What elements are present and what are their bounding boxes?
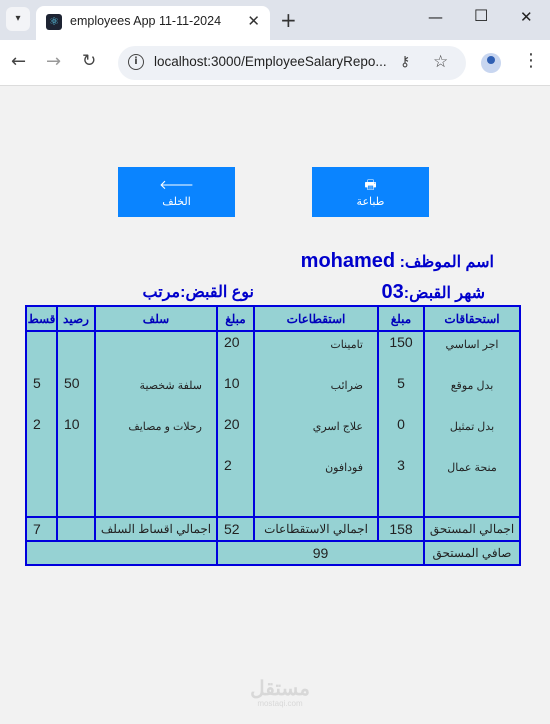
month-value: 03 <box>381 281 404 303</box>
month-label: شهر القبض: <box>403 285 485 302</box>
salary-report-table <box>25 305 521 566</box>
list-item <box>27 332 56 373</box>
type-value: مرتب <box>142 284 181 301</box>
browser-tab[interactable] <box>36 6 270 40</box>
col-installment: قسط <box>26 306 57 331</box>
forward-icon[interactable]: → <box>46 51 62 72</box>
col-entitlements: استحقاقات <box>424 306 520 331</box>
net-empty <box>26 541 217 565</box>
list-item: بدل موقع <box>450 380 494 392</box>
maximize-icon[interactable]: ☐ <box>474 6 489 25</box>
list-item <box>58 332 94 373</box>
minimize-icon[interactable]: — <box>428 8 443 26</box>
deduction-amounts-cell <box>217 331 254 517</box>
site-info-icon[interactable]: i <box>128 54 144 70</box>
list-item: تامينات <box>330 339 363 351</box>
list-item: 50 <box>64 375 80 391</box>
net-value: 99 <box>217 541 424 565</box>
list-item: 150 <box>389 334 413 350</box>
watermark-arabic: مستقل <box>250 678 310 700</box>
react-favicon-icon: ⚛ <box>46 14 62 30</box>
deductions-cell <box>254 331 378 517</box>
back-button[interactable] <box>118 167 235 217</box>
table-header-row <box>26 306 520 331</box>
arrow-left-icon: 🡐 <box>159 177 194 192</box>
advances-cell <box>95 331 217 517</box>
list-item: علاج اسري <box>312 421 363 433</box>
list-item: 3 <box>397 457 405 473</box>
entitlement-amounts-cell <box>378 331 424 517</box>
key-icon[interactable]: ⚷ <box>400 54 411 70</box>
list-item: 0 <box>397 416 405 432</box>
list-item: 20 <box>224 416 240 432</box>
back-label: الخلف <box>162 196 191 208</box>
print-label: طباعة <box>356 196 385 208</box>
tab-strip <box>0 0 550 40</box>
watermark-logo <box>240 676 320 708</box>
address-bar[interactable] <box>118 46 466 80</box>
total-installments-value: 7 <box>26 517 57 541</box>
list-item: 10 <box>64 416 80 432</box>
tab-search-icon[interactable]: ▾ <box>6 7 30 31</box>
list-item: 10 <box>224 375 240 391</box>
profile-icon[interactable] <box>481 53 501 73</box>
list-item: اجر اساسي <box>445 339 499 351</box>
list-item: فودافون <box>325 462 363 474</box>
list-item: 5 <box>397 375 405 391</box>
type-label: نوع القبض: <box>180 284 254 301</box>
col-deduction-amount: مبلغ <box>217 306 254 331</box>
total-advances-label: اجمالي اقساط السلف <box>95 517 217 541</box>
reload-icon[interactable]: ↻ <box>82 51 97 71</box>
list-item: 20 <box>224 334 240 350</box>
printer-icon: 🖶 <box>364 177 377 192</box>
total-deductions-label: اجمالي الاستقطاعات <box>254 517 378 541</box>
close-icon[interactable]: ✕ <box>247 12 260 30</box>
balances-cell <box>57 331 95 517</box>
watermark-latin: mostaqi.com <box>257 699 303 708</box>
employee-label: اسم الموظف: <box>399 254 494 271</box>
net-row <box>26 541 520 565</box>
list-item: 2 <box>224 457 232 473</box>
col-balance: رصيد <box>57 306 95 331</box>
list-item: منحة عمال <box>447 462 497 474</box>
total-deductions-value: 52 <box>217 517 254 541</box>
col-entitlement-amount: مبلغ <box>378 306 424 331</box>
total-entitlements-value: 158 <box>378 517 424 541</box>
employee-name: mohamed <box>300 250 396 272</box>
list-item: ضرائب <box>330 380 363 392</box>
employee-name-line <box>301 250 494 273</box>
star-icon[interactable]: ☆ <box>433 52 449 72</box>
list-item: بدل تمثيل <box>449 421 495 433</box>
menu-icon[interactable]: ⋮ <box>522 50 540 71</box>
close-window-icon[interactable]: ✕ <box>520 8 533 26</box>
total-entitlements-label: اجمالي المستحق <box>424 517 520 541</box>
list-item: 5 <box>33 375 41 391</box>
col-deductions: استقطاعات <box>254 306 378 331</box>
installments-cell <box>26 331 57 517</box>
payment-type-line <box>143 282 254 302</box>
net-label: صافي المستحق <box>424 541 520 565</box>
list-item: رحلات و مصايف <box>128 421 202 433</box>
list-item <box>96 332 216 373</box>
url-text[interactable]: localhost:3000/EmployeeSalaryRepo... <box>154 54 387 69</box>
table-row <box>26 331 520 517</box>
list-item: سلفة شخصية <box>139 380 202 392</box>
entitlements-cell <box>424 331 520 517</box>
list-item: 2 <box>33 416 41 432</box>
print-button[interactable] <box>312 167 429 217</box>
payment-month-line <box>382 281 485 304</box>
back-icon[interactable]: ← <box>11 51 27 72</box>
plus-icon[interactable]: + <box>280 8 297 32</box>
col-advances: سلف <box>95 306 217 331</box>
totals-row <box>26 517 520 541</box>
total-balance-empty <box>57 517 95 541</box>
browser-toolbar <box>0 40 550 86</box>
tab-title: employees App 11-11-2024 <box>70 14 222 28</box>
